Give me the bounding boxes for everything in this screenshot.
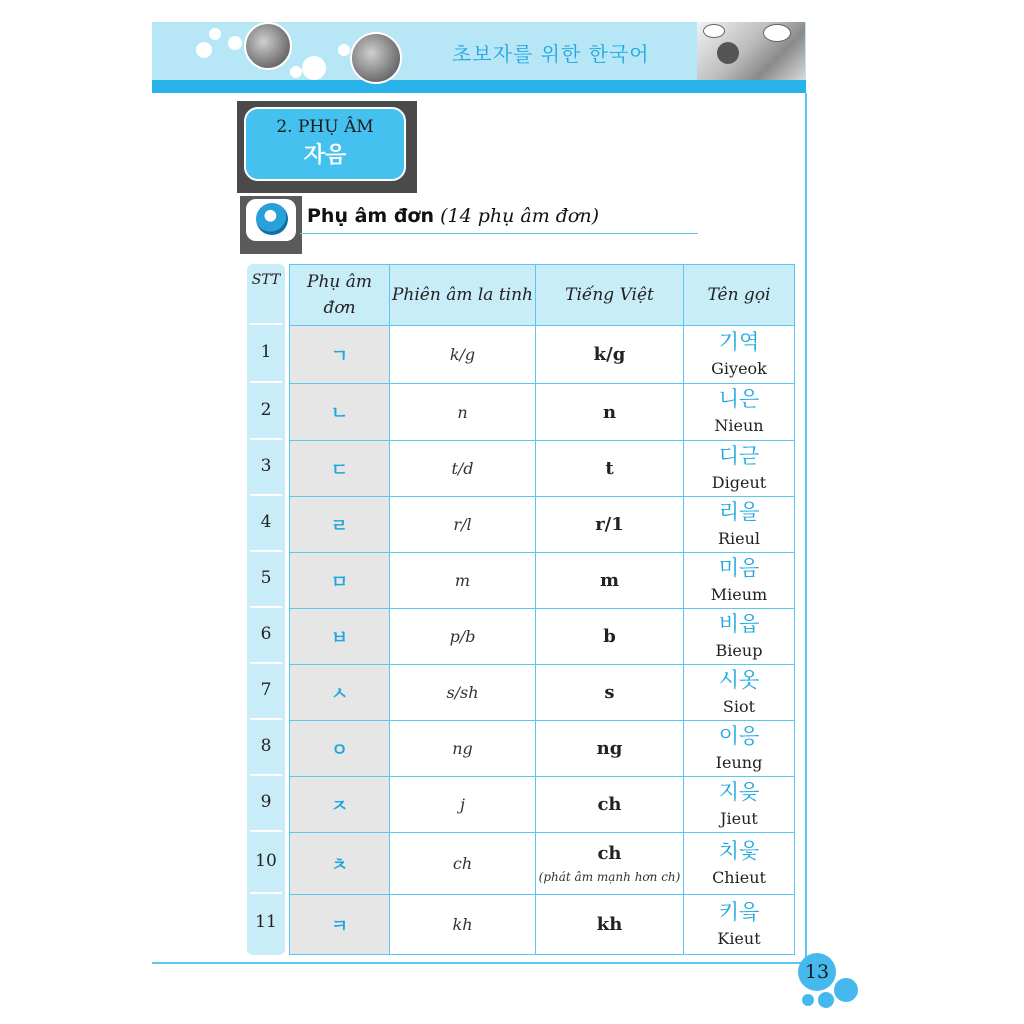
vietnamese-value xyxy=(536,497,684,553)
vietnamese-value xyxy=(536,895,684,955)
subheading-italic: (14 phụ âm đơn) xyxy=(440,205,600,227)
consonant-table xyxy=(289,264,795,955)
consonant-letter: ㅁ xyxy=(290,553,390,609)
roman-value: p/b xyxy=(390,609,536,665)
stt-number: 11 xyxy=(255,912,277,932)
header-comic-illustration xyxy=(697,22,805,80)
stt-number: 3 xyxy=(260,456,272,476)
name-cell xyxy=(684,895,795,955)
table-row xyxy=(290,833,795,895)
header-name: Tên gọi xyxy=(684,265,795,326)
vietnamese-value xyxy=(536,833,684,895)
header-photo-icon xyxy=(244,22,292,70)
header-letter: Phụ âm đơn xyxy=(290,265,390,326)
consonant-letter: ㅈ xyxy=(290,777,390,833)
vietnamese-note: (phát âm mạnh hơn ch) xyxy=(538,870,681,884)
vietnamese-value xyxy=(536,326,684,384)
vietnamese-value xyxy=(536,441,684,497)
stt-separator xyxy=(250,718,282,720)
table-row xyxy=(290,895,795,955)
name-roman: Jieut xyxy=(720,808,758,828)
name-cell xyxy=(684,721,795,777)
stt-separator xyxy=(250,892,282,894)
roman-value: r/l xyxy=(390,497,536,553)
vietnamese-text: k/g xyxy=(593,344,626,365)
name-cell xyxy=(684,665,795,721)
stt-separator xyxy=(250,323,282,325)
consonant-letter: ㅅ xyxy=(290,665,390,721)
stt-number: 10 xyxy=(255,851,277,871)
roman-value: j xyxy=(390,777,536,833)
name-korean: 시옷 xyxy=(718,667,760,692)
stt-separator xyxy=(250,438,282,440)
name-roman: Mieum xyxy=(710,584,768,604)
consonant-letter: ㄷ xyxy=(290,441,390,497)
consonant-letter: ㄱ xyxy=(290,326,390,384)
stt-number: 5 xyxy=(260,568,272,588)
vietnamese-value xyxy=(536,665,684,721)
consonant-letter: ㅂ xyxy=(290,609,390,665)
name-korean: 리을 xyxy=(718,499,760,524)
decor-bubble xyxy=(802,994,814,1006)
name-korean: 기역 xyxy=(718,329,760,354)
name-cell xyxy=(684,441,795,497)
table-row xyxy=(290,497,795,553)
roman-value: ch xyxy=(390,833,536,895)
vietnamese-text: kh xyxy=(596,914,623,935)
table-row xyxy=(290,609,795,665)
vietnamese-text: b xyxy=(603,626,616,647)
name-korean: 비읍 xyxy=(718,611,760,636)
header-stt: STT xyxy=(251,272,281,288)
header-strip xyxy=(152,80,806,93)
decor-bubble xyxy=(196,42,212,58)
name-roman: Giyeok xyxy=(711,358,767,378)
consonant-letter: ㅇ xyxy=(290,721,390,777)
stt-number: 7 xyxy=(260,680,272,700)
name-roman: Bieup xyxy=(715,640,763,660)
vietnamese-text: n xyxy=(602,401,617,423)
roman-value: s/sh xyxy=(390,665,536,721)
consonant-letter: ㅋ xyxy=(290,895,390,955)
header-roman: Phiên âm la tinh xyxy=(390,265,536,326)
vietnamese-value xyxy=(536,777,684,833)
table-row xyxy=(290,721,795,777)
name-roman: Nieun xyxy=(714,416,764,435)
roman-value: k/g xyxy=(390,326,536,384)
decor-bubble xyxy=(834,978,858,1002)
decor-bubble xyxy=(209,28,221,40)
name-korean: 디귿 xyxy=(718,443,760,468)
vietnamese-text: ng xyxy=(596,738,623,759)
decor-bubble xyxy=(302,56,326,80)
vietnamese-text: t xyxy=(605,458,614,479)
name-roman: Rieul xyxy=(717,528,761,548)
roman-value: m xyxy=(390,553,536,609)
table-row xyxy=(290,665,795,721)
roman-value: t/d xyxy=(390,441,536,497)
vietnamese-value xyxy=(536,721,684,777)
section-korean-label: 자음 xyxy=(303,143,347,168)
consonant-letter: ㄴ xyxy=(290,384,390,441)
name-cell xyxy=(684,326,795,384)
vietnamese-value xyxy=(536,609,684,665)
vietnamese-value xyxy=(536,384,684,441)
subheading xyxy=(307,205,599,227)
decor-bubble xyxy=(338,44,350,56)
name-korean: 미음 xyxy=(718,555,760,580)
subheading-bold: Phụ âm đơn xyxy=(307,205,435,227)
table-row xyxy=(290,553,795,609)
name-roman: Kieut xyxy=(717,928,761,948)
vietnamese-text: ch xyxy=(597,843,622,864)
roman-value: ng xyxy=(390,721,536,777)
stt-number: 1 xyxy=(260,342,272,362)
vietnamese-text: r/1 xyxy=(595,514,624,535)
name-korean: 지읒 xyxy=(718,779,760,804)
stt-separator xyxy=(250,550,282,552)
table-header-row xyxy=(290,265,795,326)
page-number: 13 xyxy=(804,961,830,983)
header-vietnamese: Tiếng Việt xyxy=(536,265,684,326)
subheading-rule xyxy=(300,233,698,234)
roman-value: n xyxy=(390,384,536,441)
stt-separator xyxy=(250,774,282,776)
name-roman: Siot xyxy=(722,696,756,716)
stt-separator xyxy=(250,830,282,832)
name-cell xyxy=(684,553,795,609)
decor-bubble xyxy=(228,36,242,50)
vietnamese-value xyxy=(536,553,684,609)
name-roman: Digeut xyxy=(711,472,767,492)
vietnamese-text: m xyxy=(599,570,620,591)
name-korean: 치읓 xyxy=(718,838,760,863)
name-cell xyxy=(684,384,795,441)
stt-number: 4 xyxy=(260,512,272,532)
stt-separator xyxy=(250,381,282,383)
stt-number: 2 xyxy=(260,400,272,420)
header-photo-icon xyxy=(350,32,402,84)
name-cell xyxy=(684,609,795,665)
decor-bubble xyxy=(818,992,834,1008)
consonant-letter: ㅊ xyxy=(290,833,390,895)
frame-line-right xyxy=(805,93,807,973)
name-korean: 키읔 xyxy=(718,899,760,924)
header-title: 초보자를 위한 한국어 xyxy=(452,42,650,66)
name-roman: Ieung xyxy=(715,752,763,772)
stt-number: 8 xyxy=(260,736,272,756)
decor-bubble xyxy=(290,66,302,78)
stt-number: 6 xyxy=(260,624,272,644)
name-cell xyxy=(684,777,795,833)
name-korean: 이응 xyxy=(718,723,760,748)
stt-separator xyxy=(250,662,282,664)
consonant-letter: ㄹ xyxy=(290,497,390,553)
table-row xyxy=(290,441,795,497)
name-cell xyxy=(684,833,795,895)
stt-number: 9 xyxy=(260,792,272,812)
section-heading xyxy=(244,107,406,181)
roman-value: kh xyxy=(390,895,536,955)
frame-line-bottom xyxy=(152,962,807,964)
section-label: 2. PHỤ ÂM xyxy=(276,117,374,137)
table-row xyxy=(290,384,795,441)
table-row xyxy=(290,326,795,384)
globe-icon xyxy=(246,199,296,241)
name-cell xyxy=(684,497,795,553)
stt-separator xyxy=(250,606,282,608)
stt-separator xyxy=(250,494,282,496)
name-korean: 니은 xyxy=(718,387,760,411)
vietnamese-text: ch xyxy=(597,794,622,815)
name-roman: Chieut xyxy=(712,867,766,887)
table-row xyxy=(290,777,795,833)
vietnamese-text: s xyxy=(604,682,615,703)
